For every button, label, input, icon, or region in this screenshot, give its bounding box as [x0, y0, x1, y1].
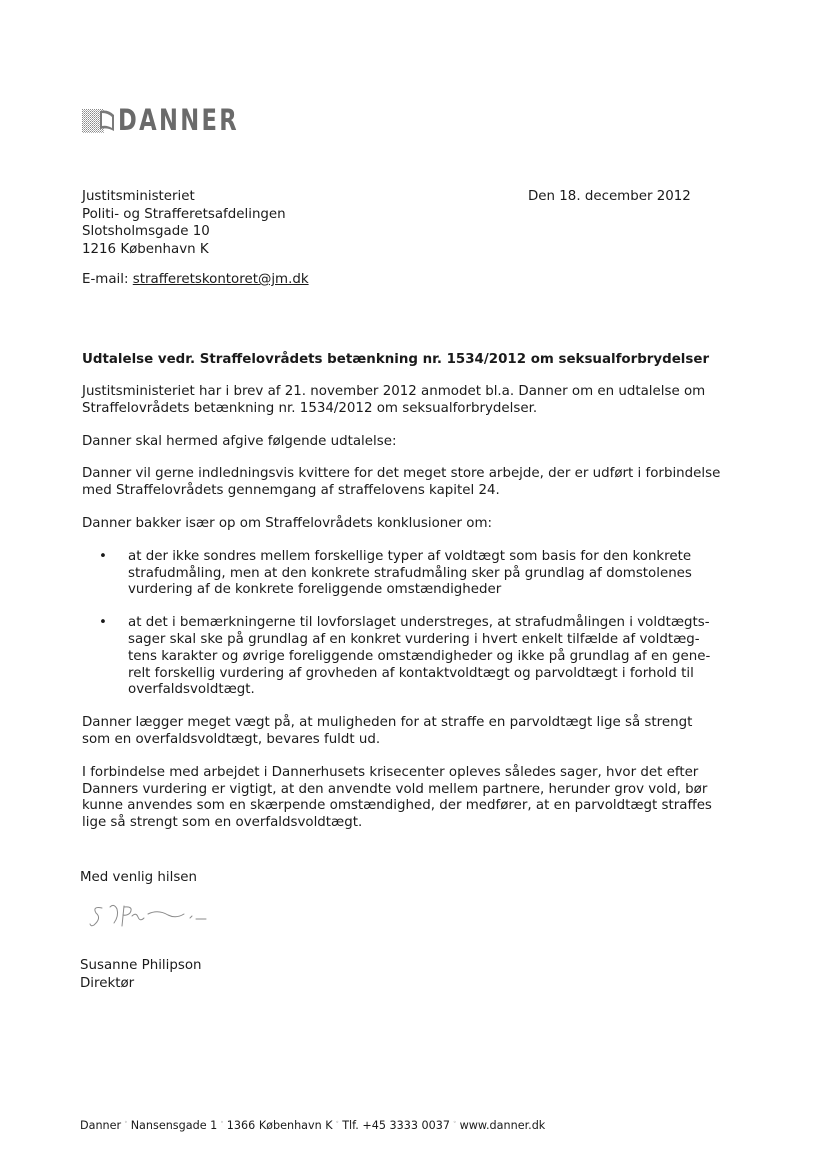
danner-logo	[82, 104, 273, 136]
paragraph: I forbindelse med arbejdet i Dannerhusets krisecenter opleves således sager, hvor det efter Danners vurdering er vigtigt, at den anvendte vold mellem partnere, herunder grov vold, bør kunne anvendes som en skærpende omstændighed, der medfører, at en parvoldtægt straffes lige så strengt som en overfaldsvoldtægt.	[82, 764, 712, 831]
paragraph: Justitsministeriet har i brev af 21. november 2012 anmodet bl.a. Danner om en udtalelse om Straffelovrådets betænkning nr. 1534/2012 om seksualforbrydelser.	[82, 384, 706, 416]
footer-org: Danner	[80, 1119, 122, 1132]
recipient-line: Justitsministeriet	[82, 189, 195, 204]
recipient-email	[82, 271, 309, 289]
list-item-text: at det i bemærkningerne til lovforslaget understreges, at strafudmålingen i voldtægts-sager skal ske på grundlag af en konkret vurdering i hvert enkelt tilfælde af voldtæg-tens karakter og øvrige foreliggende omstændigheder og ikke på grundlag af en gene-relt forskellig vurdering af grovheden af kontaktvoldtægt og parvoldtægt i forhold til overfaldsvoldtægt.	[128, 615, 711, 698]
letter-body	[82, 384, 722, 848]
separator-icon: ◦	[124, 1119, 128, 1126]
paragraph: Danner vil gerne indledningsvis kvittere for det meget store arbejde, der er udført i forbindelse med Straffelovrådets gennemgang af straffelovens kapitel 24.	[82, 466, 721, 499]
list-item	[99, 548, 722, 599]
letter-footer	[80, 1119, 545, 1132]
logo-wordmark: DANNER	[118, 103, 240, 137]
email-label: E-mail:	[82, 272, 133, 287]
separator-icon: ◦	[453, 1119, 457, 1126]
conclusions-list	[82, 549, 722, 699]
footer-web[interactable]: www.danner.dk	[459, 1119, 546, 1132]
recipient-line: Politi- og Strafferetsafdelingen	[82, 206, 286, 222]
paragraph: Danner bakker især op om Straffelovrådets konklusioner om:	[82, 515, 493, 531]
email-link[interactable]: strafferetskontoret@jm.dk	[132, 272, 309, 287]
recipient-address	[82, 188, 286, 258]
list-item	[99, 615, 722, 699]
paragraph: Danner lægger meget vægt på, at muligheden for at straffe en parvoldtægt lige så strengt som en overfaldsvoldtægt, bevares fuldt ud.	[82, 715, 693, 747]
list-item-text: at der ikke sondres mellem forskellige typer af voldtægt som basis for den konkrete strafudmåling, men at den konkrete strafudmåling sker på grundlag af domstolenes vurdering af de konkrete foreliggende omstændigheder	[128, 548, 692, 598]
danner-logo-icon	[82, 105, 116, 135]
signer-title: Direktør	[80, 975, 135, 991]
footer-phone: Tlf. +45 3333 0037	[342, 1119, 451, 1132]
signature-image	[88, 900, 208, 936]
signer-block	[80, 957, 202, 992]
recipient-line: Slotsholmsgade 10	[82, 224, 210, 239]
letter-date: Den 18. december 2012	[528, 189, 691, 204]
letter-subject: Udtalelse vedr. Straffelovrådets betænkning nr. 1534/2012 om seksualforbrydelser	[82, 352, 710, 367]
paragraph: Danner skal hermed afgive følgende udtalelse:	[82, 433, 397, 449]
closing-greeting: Med venlig hilsen	[80, 870, 198, 885]
recipient-line: 1216 København K	[82, 241, 209, 257]
footer-city: 1366 København K	[226, 1119, 333, 1132]
bullet-icon: •	[99, 615, 107, 631]
bullet-icon: •	[99, 548, 107, 564]
separator-icon: ◦	[335, 1119, 340, 1126]
footer-address: Nansensgade 1	[130, 1119, 218, 1132]
signer-name: Susanne Philipson	[80, 958, 202, 973]
separator-icon: ◦	[220, 1119, 224, 1126]
